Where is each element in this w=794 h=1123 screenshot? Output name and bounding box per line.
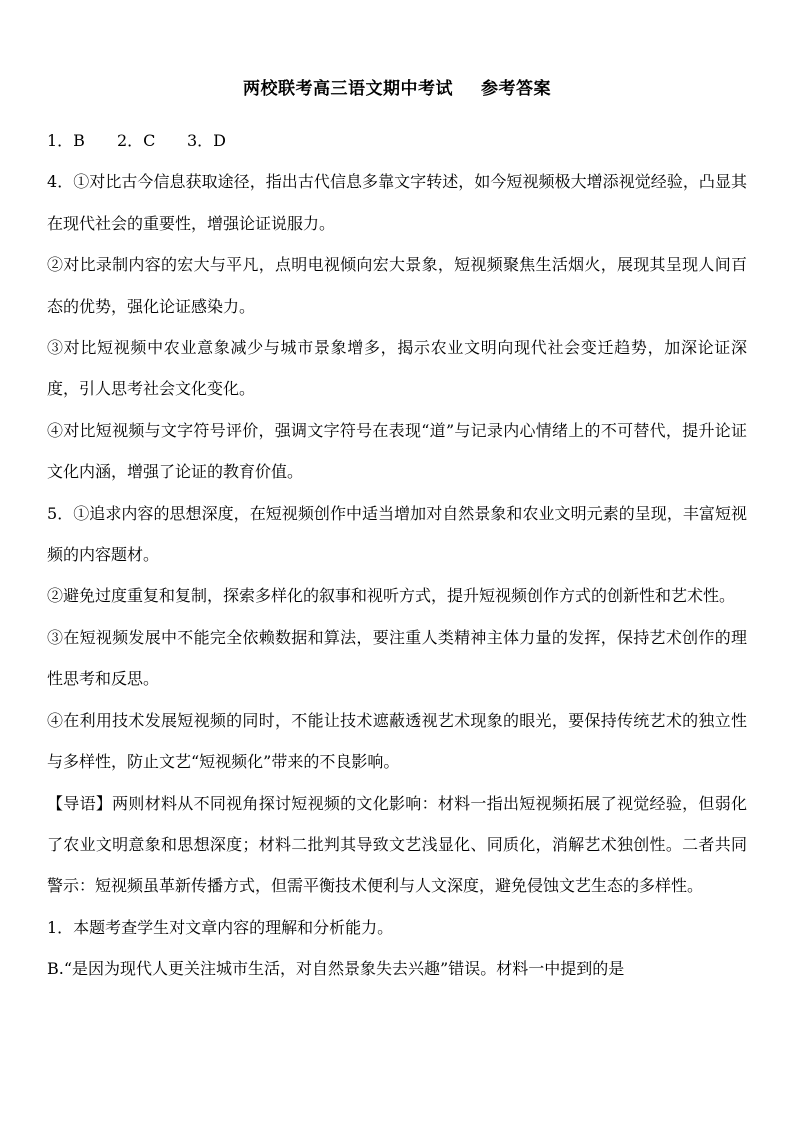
- page-title: [0, 77, 794, 101]
- choice-answers: [47, 120, 747, 161]
- answer-q2: 2．C: [117, 131, 156, 150]
- paragraph-guide: 【导语】两则材料从不同视角探讨短视频的文化影响：材料一指出短视频拓展了视觉经验，但弱化了农业文明意象和思想深度；材料二批判其导致文艺浅显化、同质化，消解艺术独创性。二者共同警示：短视频虽革新传播方式，但需平衡技术便利与人文深度，避免侵蚀文艺生态的多样性。: [47, 793, 747, 896]
- paragraph-analysis-b: B.“是因为现代人更关注城市生活，对自然景象失去兴趣”错误。材料一中提到的是: [47, 959, 625, 979]
- paragraph-q5-point1: 5．①追求内容的思想深度，在短视频创作中适当增加对自然景象和农业文明元素的呈现，丰富短视频的内容题材。: [47, 503, 747, 565]
- title-main: 两校联考高三语文期中考试: [243, 79, 453, 99]
- paragraph-q4-point2: ②对比录制内容的宏大与平凡，点明电视倾向宏大景象，短视频聚焦生活烟火，展现其呈现人间百态的优势，强化论证感染力。: [47, 255, 747, 316]
- paragraph-q4-point3: ③对比短视频中农业意象减少与城市景象增多，揭示农业文明向现代社会变迁趋势，加深论证深度，引人思考社会文化变化。: [47, 338, 747, 399]
- answer-content: [47, 120, 747, 990]
- paragraph-q4-point1: 4．①对比古今信息获取途径，指出古代信息多靠文字转述，如今短视频极大增添视觉经验，凸显其在现代社会的重要性，增强论证说服力。: [47, 172, 747, 233]
- paragraph-q5-point4: ④在利用技术发展短视频的同时，不能让技术遮蔽透视艺术现象的眼光，要保持传统艺术的独立性与多样性，防止文艺“短视频化”带来的不良影响。: [47, 710, 747, 772]
- answer-q3: 3．D: [187, 131, 227, 150]
- paragraph-q4-point4: ④对比短视频与文字符号评价，强调文字符号在表现“道”与记录内心情绪上的不可替代，提升论证文化内涵，增强了论证的教育价值。: [47, 420, 747, 482]
- paragraph-q5-point2: ②避免过度重复和复制，探索多样化的叙事和视听方式，提升短视频创作方式的创新性和艺术性。: [47, 586, 736, 606]
- title-sub: 参考答案: [481, 79, 551, 99]
- paragraph-q5-point3: ③在短视频发展中不能完全依赖数据和算法，要注重人类精神主体力量的发挥，保持艺术创作的理性思考和反思。: [47, 627, 747, 689]
- answer-q1: 1．B: [47, 131, 85, 150]
- paragraph-analysis-q1: 1．本题考查学生对文章内容的理解和分析能力。: [47, 917, 394, 937]
